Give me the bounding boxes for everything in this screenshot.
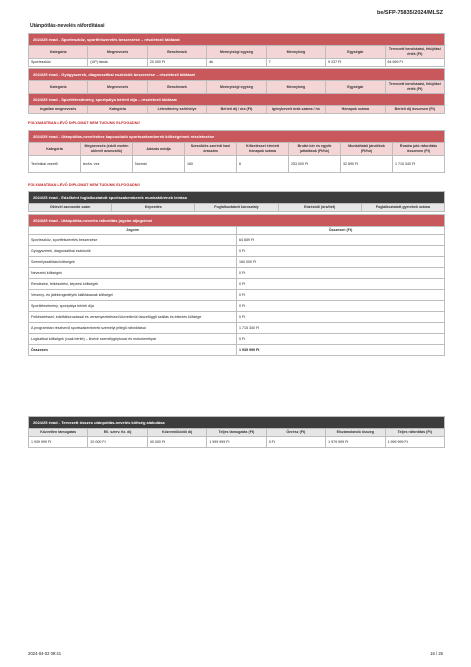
document-reference: be/SFP-75835/2024/MLSZ — [376, 10, 443, 16]
table-cell: 40 000 Ft — [147, 437, 206, 448]
column-header: Foglalkoztatott korosztály — [195, 204, 278, 212]
column-header: Ell. szerv. fiz. díj — [88, 429, 147, 437]
section-title: Utánpótlás-nevelés ráfordításai — [30, 23, 105, 29]
table-cell: Sporteszköz, sportfelszerelés beszerzése — [29, 235, 237, 246]
footer-page-number: 16 / 26 — [430, 651, 443, 656]
total-row — [29, 345, 445, 356]
gyogyszer-table — [28, 68, 445, 94]
column-header: Munkáltatói járulékok (Ft/hó) — [341, 143, 393, 156]
column-header: Igénybevett órák száma / hó — [266, 106, 325, 114]
column-header: Jogcím — [29, 227, 237, 235]
table-cell: 64 659 Ft — [385, 58, 444, 66]
table-row — [29, 312, 445, 323]
table-row — [29, 235, 445, 246]
table-row — [29, 437, 445, 448]
column-header: Mennyiségi egység — [207, 46, 266, 59]
table-cell: 20 000 Ft — [147, 58, 206, 66]
table-title: 2024/25 évad - Sporteszköz, sportfelszerelés beszerzése – részletező táblázat — [29, 34, 445, 46]
table-row — [29, 246, 445, 257]
diploma-warning: FOLYAMATBAN LÉVŐ DIPLOMÁT NEM TUDUNK ELFOGADNI! — [28, 183, 140, 187]
table-row — [29, 155, 445, 172]
column-header: Közvetlen támogatás — [29, 429, 88, 437]
table-title: 2024/25 évad - Utánpótlás-neveléshez kapcsolódó sportszakemberek költségeinek részletezése — [29, 131, 445, 143]
column-header: Mennyiség — [266, 81, 325, 94]
column-header: Képesítés — [112, 204, 195, 212]
table-cell: Sporteszköz — [29, 58, 88, 66]
table-cell: 0 Ft — [237, 279, 445, 290]
column-header: Megnevezés — [88, 46, 147, 59]
diploma-warning: FOLYAMATBAN LÉVŐ DIPLOMÁT NEM TUDUNK ELFOGADNI! — [28, 121, 140, 125]
column-header: Edzésidő (óra/hét) — [278, 204, 361, 212]
table-title: 2024/25 évad - Tervezett összes utánpótlás-nevelés költség alakulása — [29, 417, 445, 429]
total-value: 1 939 999 Ft — [237, 345, 445, 356]
column-header: Bruttó bér és egyéb juttatások (Ft/hó) — [289, 143, 341, 156]
column-header: Teljes ráfordítás (Ft) — [385, 429, 444, 437]
column-header: Megnevezés (edző esetén oklevél azonosító) — [81, 143, 133, 156]
table-row — [29, 290, 445, 301]
table-cell: 1 979 999 Ft — [326, 437, 385, 448]
table-cell: Nevezési költségek — [29, 268, 237, 279]
table-cell: (UP) labda — [88, 58, 147, 66]
column-header: Kategória — [88, 106, 147, 114]
table-cell: 0 Ft — [237, 268, 445, 279]
column-header: Ingatlan megnevezés — [29, 106, 88, 114]
table-cell: 253 000 Ft — [289, 155, 341, 172]
table-row — [29, 334, 445, 345]
table-cell: 7 — [266, 58, 325, 66]
table-cell: 0 Ft — [237, 312, 445, 323]
column-header: Mennyiségi egység — [207, 81, 266, 94]
table-title: 2024/25 évad - Gyógyszerek, diagnosztikai eszközök beszerzése – részletező táblázat — [29, 69, 445, 81]
column-header: Foglalkoztatott gyerekek száma — [361, 204, 444, 212]
table-cell: 9 237 Ft — [326, 58, 385, 66]
table-cell: Gyógyszerek, diagnosztikai eszközök — [29, 246, 237, 257]
column-header: Bérleti díj / óra (Ft) — [207, 106, 266, 114]
table-cell: Logisztikai költségek (csak bérlet) – kivéve személygépkocsi és motorkerékpár — [29, 334, 237, 345]
table-row — [29, 58, 445, 66]
column-header: Bérleti díj összesen (Ft) — [385, 106, 444, 114]
sportszakember-koltseg-table — [28, 130, 445, 173]
jogcim-table — [28, 214, 445, 356]
column-header: Hónapok száma — [326, 106, 385, 114]
column-header: Összesen (Ft) — [237, 227, 445, 235]
column-header: Tervezett beruházási, felújítási érték (Ft) — [385, 46, 444, 59]
column-header: Adózás módja — [133, 143, 185, 156]
table-cell: 0 Ft — [237, 290, 445, 301]
column-header: Egységár — [326, 46, 385, 59]
table-row — [29, 257, 445, 268]
table-cell: 20 000 Ft — [88, 437, 147, 448]
column-header: Benchmark — [147, 46, 206, 59]
column-header: Mennyiség — [266, 46, 325, 59]
table-row — [29, 323, 445, 334]
table-cell: 6 — [237, 155, 289, 172]
column-header: Oklevél azonosító szám — [29, 204, 112, 212]
column-header: Kifizetéssel érintett hónapok száma — [237, 143, 289, 156]
table-cell: 1 999 999 Ft — [385, 437, 444, 448]
table-cell: 32 890 Ft — [341, 155, 393, 172]
column-header: Kategória — [29, 46, 88, 59]
table-cell: 1 715 340 Ft — [237, 323, 445, 334]
table-cell: Verseny- és játékengedélyek kiállításának költségei — [29, 290, 237, 301]
table-cell: 160 000 Ft — [237, 257, 445, 268]
table-cell: 0 Ft — [237, 301, 445, 312]
table-cell: 1 939 999 Ft — [29, 437, 88, 448]
table-cell: Rendezési, felkészítési, képzési költségek — [29, 279, 237, 290]
table-title: 2024/25 évad - Utánpótlás-nevelés ráfordítás jogcím aljogcímei — [29, 215, 445, 227]
column-header: Elszámolandó összeg — [326, 429, 385, 437]
table-cell: 64 659 Ft — [237, 235, 445, 246]
osszes-koltseg-table — [28, 416, 445, 448]
table-cell: 1 999 999 Ft — [207, 437, 266, 448]
table-cell: A programban résztvevő sportszakemberek személyi jellegű ráfordításai — [29, 323, 237, 334]
table-cell: Technikai vezető — [29, 155, 81, 172]
total-label: Összesen — [29, 345, 237, 356]
column-header: Egységár — [326, 81, 385, 94]
table-cell: Személyszállítási költségek — [29, 257, 237, 268]
table-cell: techn. vez — [81, 155, 133, 172]
table-cell: 1 715 340 Ft — [393, 155, 445, 172]
column-header: Létesítmény székhelye — [147, 106, 206, 114]
column-header: Teljes támogatás (Ft) — [207, 429, 266, 437]
sporteszkoz-table — [28, 33, 445, 67]
edzo-munkakor-table — [28, 191, 445, 212]
table-cell: 0 Ft — [266, 437, 325, 448]
column-header: Benchmark — [147, 81, 206, 94]
column-header: Évadra jutó ráfordítás összesen (Ft) — [393, 143, 445, 156]
column-header: Önrész (Ft) — [266, 429, 325, 437]
table-cell: db — [207, 58, 266, 66]
table-title: 2024/25 évad - Sportlétesítmény, sportpálya bérleti díja – részletező táblázat — [29, 94, 445, 106]
table-title: 2024/25 évad - Edzőként foglalkoztatott sportszakemberek munkakörének leírása — [29, 192, 445, 204]
column-header: Megnevezés — [88, 81, 147, 94]
table-cell: 160 — [185, 155, 237, 172]
column-header: Kategória — [29, 143, 81, 156]
table-cell: 0 Ft — [237, 246, 445, 257]
table-cell: Felkészítéssel, edzőtáborozással és versenyeztetéssel közvetlenül összefüggő szállás és étkezés költsége — [29, 312, 237, 323]
table-cell: Sportlétesítmény, sportpálya bérleti díja — [29, 301, 237, 312]
table-row — [29, 301, 445, 312]
table-row — [29, 279, 445, 290]
table-cell: Normál — [133, 155, 185, 172]
column-header: Szerződés szerinti havi óraszám — [185, 143, 237, 156]
column-header: Közreműködői díj — [147, 429, 206, 437]
column-header: Kategória — [29, 81, 88, 94]
column-header: Tervezett beruházási, felújítási érték (Ft) — [385, 81, 444, 94]
table-cell: 0 Ft — [237, 334, 445, 345]
footer-date: 2024-04-02 09:41 — [28, 651, 62, 656]
table-row — [29, 268, 445, 279]
berleti-dij-table — [28, 93, 445, 114]
